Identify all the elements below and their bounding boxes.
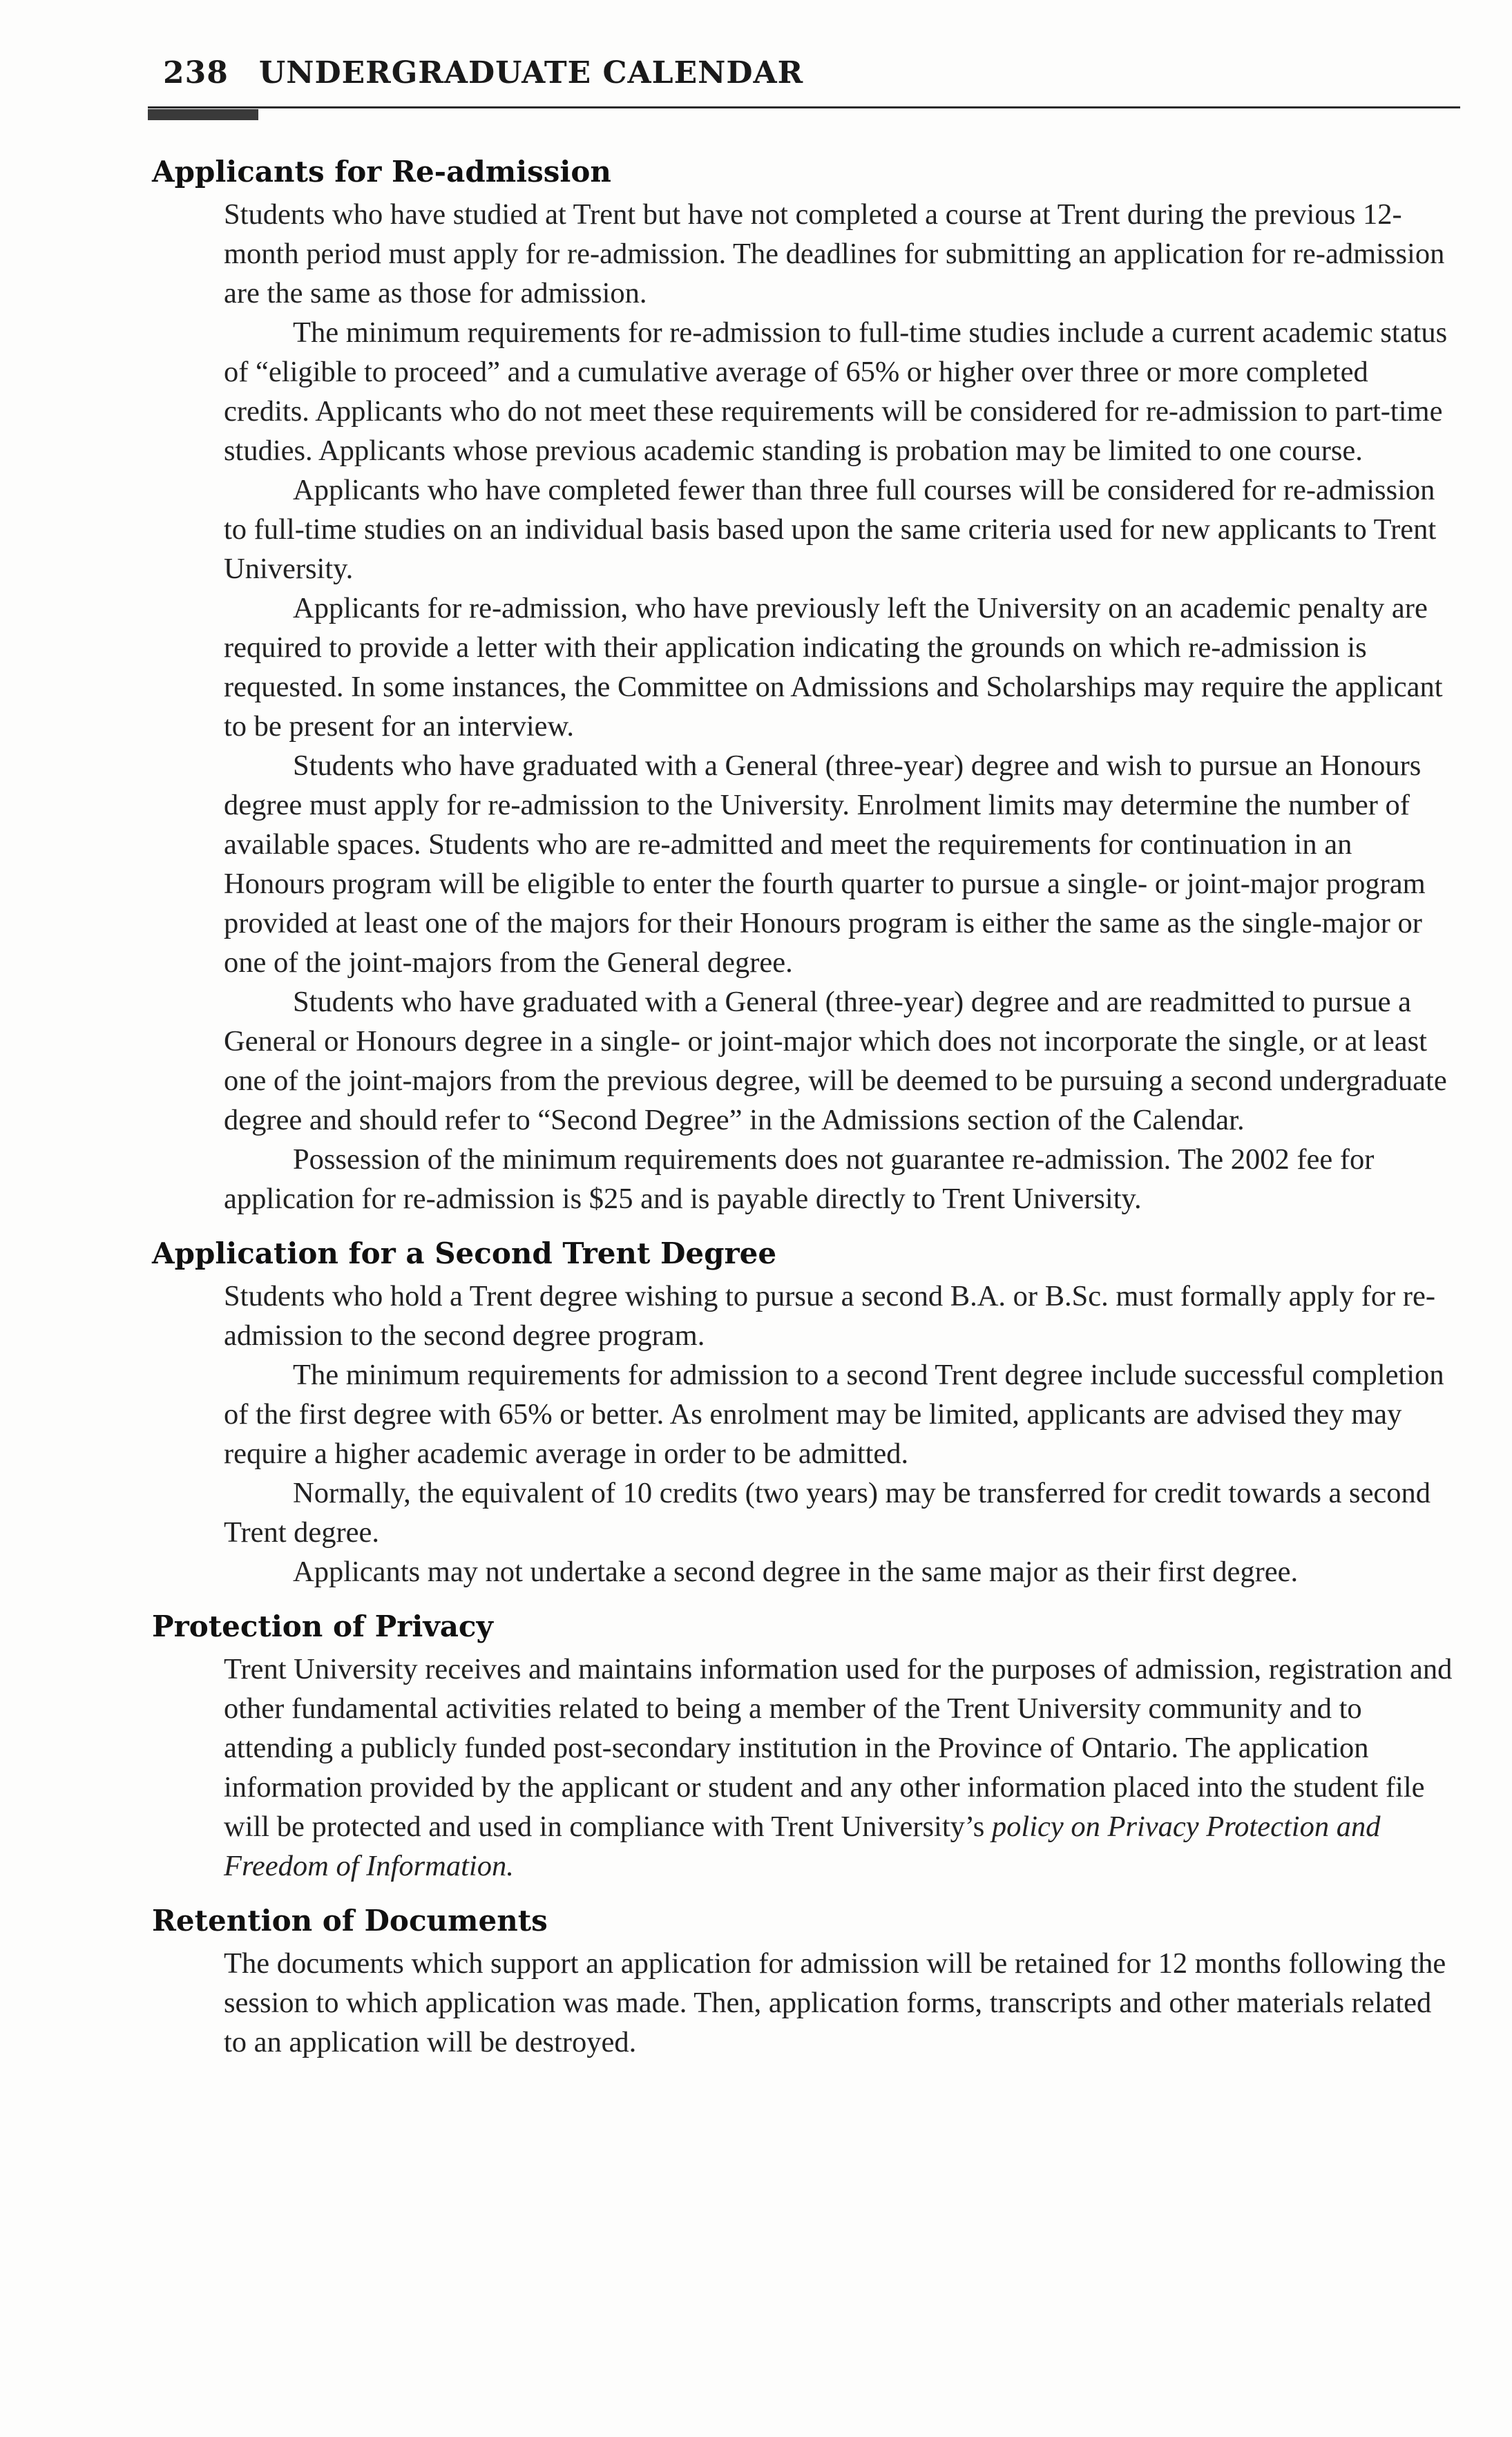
running-header xyxy=(163,55,803,90)
section-privacy xyxy=(148,1607,1460,1886)
paragraph xyxy=(224,1650,1460,1886)
header-rule xyxy=(148,106,1460,108)
paragraph: The minimum requirements for admission to a second Trent degree include successful completion of the first degree with 65% or better. As enrolment may be limited, applicants are advised they may require a higher academic average in order to be admitted. xyxy=(224,1359,1444,1470)
section-heading: Applicants for Re-admission xyxy=(152,155,611,189)
section-second-degree xyxy=(148,1234,1460,1592)
paragraph: Students who have graduated with a General (three-year) degree and wish to pursue an Honours degree must apply for re-admission to the University. Enrolment limits may determine the number of available spaces. Students who are re-admitted and meet the requirements for continuation in an Honours program will be eligible to enter the fourth quarter to pursue a single- or joint-major program provided at least one of the majors for their Honours program is either the same as the single-major or one of the joint-majors from the General degree. xyxy=(224,749,1426,979)
section-heading: Retention of Documents xyxy=(152,1904,548,1938)
paragraph: Students who hold a Trent degree wishing to pursue a second B.A. or B.Sc. must formally apply for re-admission to the second degree program. xyxy=(224,1280,1436,1352)
header-rule-accent xyxy=(148,109,258,120)
policy-title: policy on Privacy Protection and Freedom of Information. xyxy=(224,1810,1381,1882)
paragraph: Students who have studied at Trent but have not completed a course at Trent during the previous 12-month period must apply for re-admission. The deadlines for submitting an application for re-admission are the same as those for admission. xyxy=(224,198,1445,309)
paragraph: Normally, the equivalent of 10 credits (two years) may be transferred for credit towards a second Trent degree. xyxy=(224,1477,1431,1549)
section-retention xyxy=(148,1901,1460,2062)
running-title: UNDERGRADUATE CALENDAR xyxy=(258,55,804,90)
paragraph: The minimum requirements for re-admission to full-time studies include a current academic status of “eligible to proceed” and a cumulative average of 65% or higher over three or more completed credits. Applicants who do not meet these requirements will be considered for re-admission to part-time studies. Applicants whose previous academic standing is probation may be limited to one course. xyxy=(224,316,1448,467)
paragraph: Applicants may not undertake a second degree in the same major as their first degree. xyxy=(293,1556,1299,1588)
section-heading: Protection of Privacy xyxy=(152,1609,493,1643)
paragraph: Applicants for re-admission, who have previously left the University on an academic penalty are required to provide a letter with their application indicating the grounds on which re-admission is requested. In some instances, the Committee on Admissions and Scholarships may require the applicant to be present for an interview. xyxy=(224,592,1443,743)
page-body xyxy=(148,152,1460,2077)
paragraph: The documents which support an application for admission will be retained for 12 months following the session to which application was made. Then, application forms, transcripts and other materials related to an application will be destroyed. xyxy=(224,1947,1446,2058)
paragraph: Students who have graduated with a General (three-year) degree and are readmitted to pursue a General or Honours degree in a single- or joint-major which does not incorporate the single, or at least one of the joint-majors from the previous degree, will be deemed to be pursuing a second undergraduate degree and should refer to “Second Degree” in the Admissions section of the Calendar. xyxy=(224,986,1447,1136)
paragraph-text: Trent University receives and maintains information used for the purposes of admission, registration and other fundamental activities related to being a member of the Trent University community and to attending a publicly funded post-secondary institution in the Province of Ontario. The application information provided by the applicant or student and any other information placed into the student file will be protected and used in compliance with Trent University’s xyxy=(224,1653,1453,1843)
page-number: 238 xyxy=(163,55,229,90)
paragraph: Possession of the minimum requirements does not guarantee re-admission. The 2002 fee for application for re-admission is $25 and is payable directly to Trent University. xyxy=(224,1143,1375,1215)
section-heading: Application for a Second Trent Degree xyxy=(152,1236,777,1270)
paragraph: Applicants who have completed fewer than three full courses will be considered for re-admission to full-time studies on an individual basis based upon the same criteria used for new applicants to Trent University. xyxy=(224,474,1437,585)
section-readmission xyxy=(148,152,1460,1218)
